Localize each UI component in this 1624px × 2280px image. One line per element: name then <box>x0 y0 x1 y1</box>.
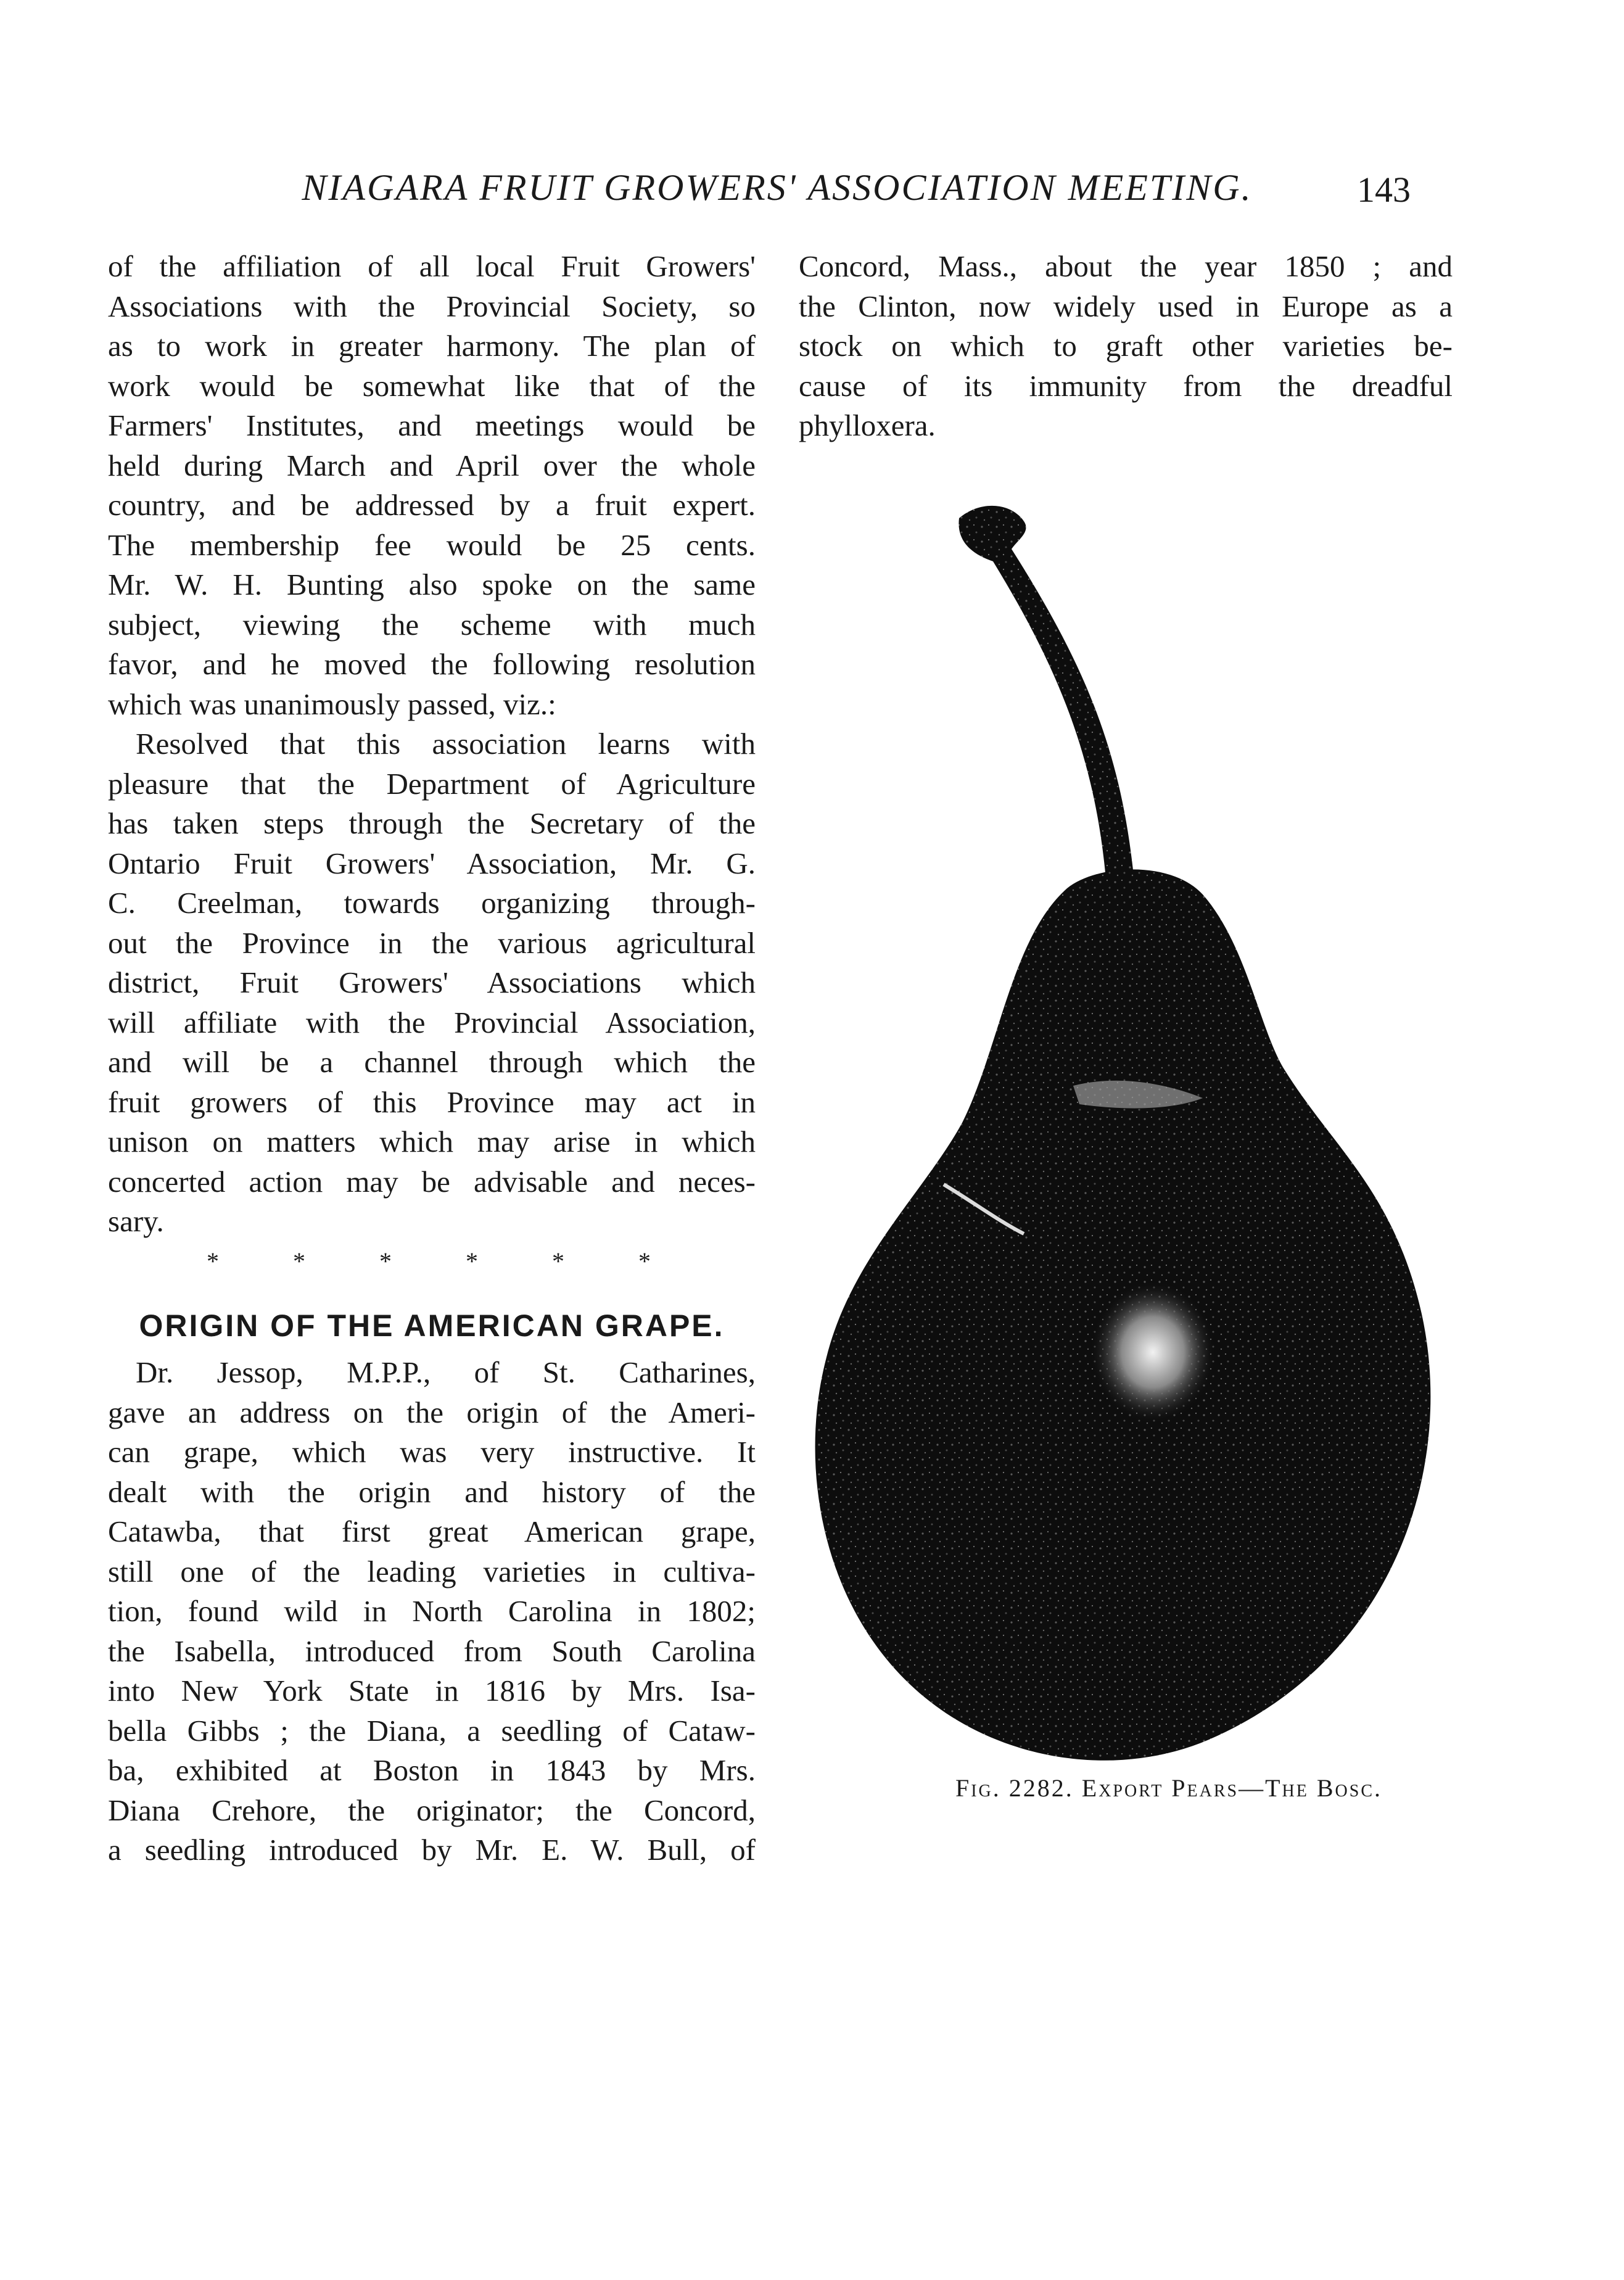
text-line: subject, viewing the scheme with much <box>108 607 756 642</box>
text-line: and will be a channel through which the <box>108 1045 756 1079</box>
text-line: of the affiliation of all local Fruit Growers' <box>108 249 756 283</box>
page-number: 143 <box>1357 170 1411 210</box>
text-line: held during March and April over the whole <box>108 448 756 482</box>
running-title: NIAGARA FRUIT GROWERS' ASSOCIATION MEETING. <box>302 167 1253 208</box>
text-line: Farmers' Institutes, and meetings would be <box>108 408 756 442</box>
right-column <box>799 247 1453 446</box>
text-line: tion, found wild in North Carolina in 1802; <box>108 1594 756 1628</box>
paragraph-affiliation <box>108 247 756 724</box>
text-line: Catawba, that first great American grape, <box>108 1514 756 1548</box>
text-line: Concord, Mass., about the year 1850 ; and <box>799 249 1453 283</box>
text-line: work would be somewhat like that of the <box>108 368 756 403</box>
text-line: into New York State in 1816 by Mrs. Isa- <box>108 1674 756 1708</box>
text-line: fruit growers of this Province may act in <box>108 1084 756 1119</box>
text-line: bella Gibbs ; the Diana, a seedling of Cataw- <box>108 1713 756 1748</box>
text-line: Mr. W. H. Bunting also spoke on the same <box>108 568 756 601</box>
section-divider-asterisks <box>207 1242 651 1282</box>
text-line: sary. <box>108 1204 164 1238</box>
text-line: the Isabella, introduced from South Carolina <box>108 1634 756 1668</box>
text-line: has taken steps through the Secretary of the <box>108 806 756 840</box>
text-line: Associations with the Provincial Society, so <box>108 289 756 323</box>
text-line: C. Creelman, towards organizing through- <box>108 886 756 920</box>
asterisk: * <box>293 1247 305 1275</box>
text-line: country, and be addressed by a fruit expert. <box>108 488 756 522</box>
text-line: dealt with the origin and history of the <box>108 1474 756 1509</box>
paragraph-resolution <box>108 724 756 1242</box>
paragraph-concord <box>799 247 1453 446</box>
text-line: as to work in greater harmony. The plan of <box>108 329 756 363</box>
text-line: still one of the leading varieties in cultiva- <box>108 1554 756 1588</box>
figure-caption: Fig. 2282. Export Pears—The Bosc. <box>955 1774 1383 1802</box>
asterisk: * <box>552 1247 564 1275</box>
text-line: favor, and he moved the following resolution <box>108 647 756 681</box>
left-column <box>108 247 756 1870</box>
text-line: ba, exhibited at Boston in 1843 by Mrs. <box>108 1753 756 1787</box>
text-line: can grape, which was very instructive. It <box>108 1435 756 1469</box>
text-line: a seedling introduced by Mr. E. W. Bull, of <box>108 1833 756 1867</box>
text-line: Diana Crehore, the originator; the Concord, <box>108 1793 756 1827</box>
text-line: pleasure that the Department of Agriculture <box>108 766 756 801</box>
paragraph-grape-origin <box>108 1353 756 1870</box>
text-line: Ontario Fruit Growers' Association, Mr. G. <box>108 846 756 880</box>
pear-engraving-icon <box>802 494 1456 1777</box>
text-line: phylloxera. <box>799 408 936 442</box>
asterisk: * <box>207 1247 219 1275</box>
text-line: will affiliate with the Provincial Association, <box>108 1005 756 1039</box>
running-head <box>0 167 1624 216</box>
text-line: the Clinton, now widely used in Europe as a <box>799 289 1453 323</box>
text-line: Resolved that this association learns with <box>136 727 756 761</box>
section-heading: ORIGIN OF THE AMERICAN GRAPE. <box>139 1308 725 1343</box>
text-line: stock on which to graft other varieties be- <box>799 329 1453 363</box>
text-line: The membership fee would be 25 cents. <box>108 527 756 562</box>
text-line: out the Province in the various agricultural <box>108 925 756 960</box>
pear-illustration <box>802 494 1456 1795</box>
text-line: district, Fruit Growers' Associations which <box>108 965 756 999</box>
text-line: which was unanimously passed, viz.: <box>108 687 556 721</box>
text-line: cause of its immunity from the dreadful <box>799 368 1453 403</box>
asterisk: * <box>638 1247 651 1275</box>
text-line: Dr. Jessop, M.P.P., of St. Catharines, <box>136 1355 756 1389</box>
text-line: unison on matters which may arise in which <box>108 1125 756 1159</box>
asterisk: * <box>379 1247 392 1275</box>
asterisk: * <box>466 1247 478 1275</box>
text-line: gave an address on the origin of the Ameri- <box>108 1395 756 1429</box>
text-line: concerted action may be advisable and neces- <box>108 1164 756 1199</box>
